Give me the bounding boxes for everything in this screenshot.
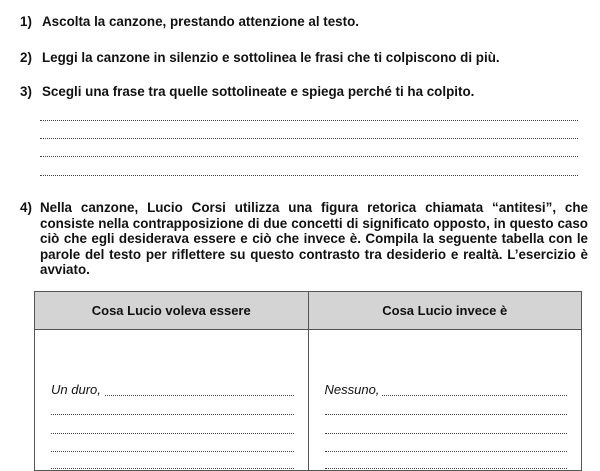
cell-line — [51, 468, 294, 469]
cell-line — [325, 414, 568, 415]
column-header-actual: Cosa Lucio invece è — [308, 292, 582, 330]
question-3 — [20, 84, 474, 99]
question-text: Leggi la canzone in silenzio e sottolinea le frasi che ti colpiscono di più. — [42, 50, 500, 65]
answer-line[interactable] — [40, 156, 578, 157]
cell-start-text: Un duro, — [51, 382, 104, 397]
cell-line — [51, 433, 294, 434]
cell-line — [51, 451, 294, 452]
question-number: 2) — [20, 50, 32, 65]
cell-actual[interactable] — [308, 330, 582, 471]
question-number: 1) — [20, 14, 32, 29]
cell-line — [51, 414, 294, 415]
question-number: 4) — [20, 200, 32, 215]
question-4 — [20, 200, 590, 278]
question-number: 3) — [20, 84, 32, 99]
question-text: Nella canzone, Lucio Corsi utilizza una figura retorica chiamata “antitesi”, che consiste nella contrapposizione di due concetti di significato opposto, in questo caso ciò che egli desiderava essere e ciò che invece è. Compila la seguente tabella con le parole del testo per riflettere su questo contrasto tra desiderio e realtà. L’esercizio è avviato. — [40, 200, 588, 278]
cell-line — [325, 451, 568, 452]
question-1 — [20, 14, 359, 29]
column-header-wanted: Cosa Lucio voleva essere — [35, 292, 309, 330]
answer-line[interactable] — [40, 120, 578, 121]
answer-line[interactable] — [40, 138, 578, 139]
cell-line — [325, 468, 568, 469]
cell-wanted[interactable] — [35, 330, 309, 471]
cell-start-text: Nessuno, — [325, 382, 383, 397]
question-text: Ascolta la canzone, prestando attenzione al testo. — [42, 14, 359, 29]
antithesis-table — [34, 291, 582, 471]
cell-line — [325, 433, 568, 434]
answer-line[interactable] — [40, 175, 578, 176]
question-2 — [20, 50, 500, 65]
question-text: Scegli una frase tra quelle sottolineate e spiega perché ti ha colpito. — [42, 84, 475, 99]
